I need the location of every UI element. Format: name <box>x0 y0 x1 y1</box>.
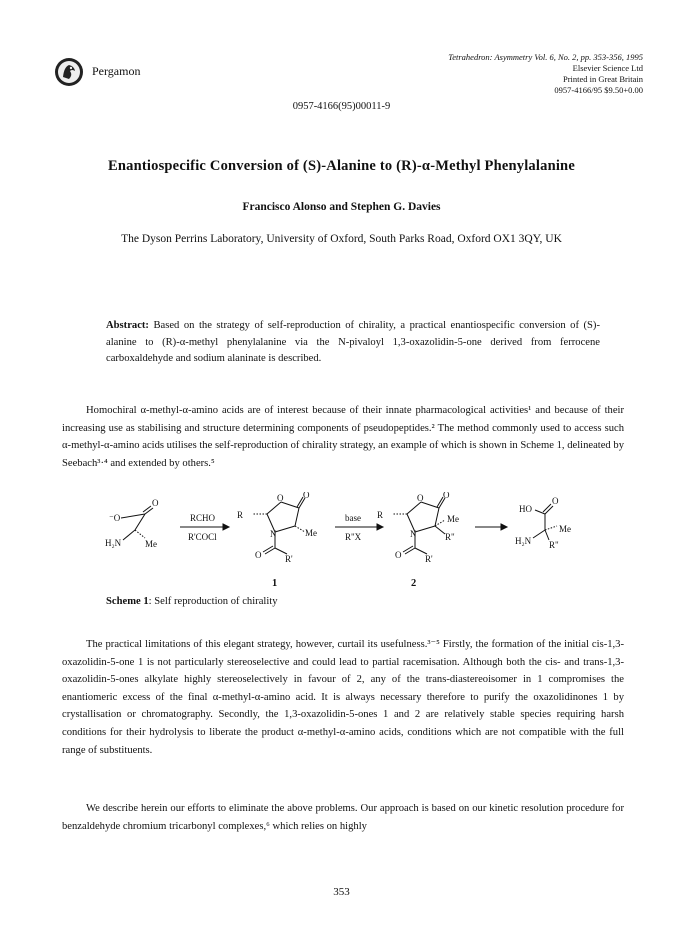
label-o-minus: ⁻O <box>109 513 121 523</box>
label-ring-o: O <box>417 493 424 503</box>
label-n: N <box>410 529 417 539</box>
label-r-prime: R' <box>425 554 433 564</box>
reagent-base: base <box>345 513 361 523</box>
journal-line: Tetrahedron: Asymmetry Vol. 6, No. 2, pp. 353-356, 1995 <box>448 52 643 62</box>
label-me: Me <box>447 514 459 524</box>
label-r: R <box>237 510 244 520</box>
label-me: Me <box>145 539 157 549</box>
price-line: 0957-4166/95 $9.50+0.00 <box>554 85 643 95</box>
label-h2n: H₂N <box>105 538 122 548</box>
article-title: Enantiospecific Conversion of (S)-Alanine to (R)-α-Methyl Phenylalanine <box>108 158 575 174</box>
label-ho: HO <box>519 504 532 514</box>
scheme-1-figure <box>105 492 605 607</box>
publisher-name: Pergamon <box>92 64 141 78</box>
abstract-label: Abstract: <box>106 320 149 331</box>
compound-2-label: 2 <box>411 578 417 589</box>
article-affiliation: The Dyson Perrins Laboratory, University of Oxford, South Parks Road, Oxford OX1 3QY, UK <box>121 233 562 245</box>
label-me: Me <box>305 528 317 538</box>
label-o: O <box>255 550 262 560</box>
label-o: O <box>395 550 402 560</box>
label-n: N <box>270 529 277 539</box>
label-r-dprime: R" <box>549 540 559 550</box>
journal-info <box>303 52 643 96</box>
page-number: 353 <box>333 886 350 898</box>
document-id: 0957-4166(95)00011-9 <box>292 101 391 112</box>
abstract-text: Based on the strategy of self-reproduction of chirality, a practical enantiospecific conversion of (S)-alanine to (R)-α-methyl phenylalanine via the N-pivaloyl 1,3-oxazolidin-5-one derived from ferrocene carboxaldehyde and sodium alaninate is described. <box>106 320 600 364</box>
reagent-rcho: RCHO <box>190 513 216 523</box>
caption-label: Scheme 1 <box>106 596 149 607</box>
paragraph-text: The practical limitations of this elegant strategy, however, curtail its usefulness.³⁻⁵ Firstly, the formation of the initial cis-1,3-oxazolidin-5-one 1 is not particularly stereoselective and could lead to partial racemisation. Although both the cis- and trans-1,3-oxazolidin-5-ones alkylate highly stereoselectively in favour of 2, any of the trans-diastereoisomer in 1 compromises the enantiomeric excess of the final α-methyl-α-amino acid. It is always necessary therefore to purify the oxazolidinones 1 by crystallisation or chromatography. Secondly, the 1,3-oxazolidin-5-ones 1 and 2 are relatively stable species requiring harsh conditions for their hydrolysis to liberate the product α-methyl-α-amino acids, conditions which are not compatible with the full range of substituents. <box>62 639 624 756</box>
caption-text: : Self reproduction of chirality <box>148 596 278 607</box>
paragraph-text: Homochiral α-methyl-α-amino acids are of interest because of their innate pharmacological activities¹ and because of their increasing use as stabilising and structure determining components of pseudopeptides.² The method commonly used to access such α-methyl-α-amino acids utilises the self-reproduction of chirality strategy, an example of which is shown in Scheme 1, delineated by Seebach³·⁴ and extended by others.⁵ <box>62 405 624 469</box>
pergamon-logo-icon <box>54 57 84 87</box>
label-r-prime: R' <box>285 554 293 564</box>
body-paragraph <box>62 636 624 759</box>
printed-line: Printed in Great Britain <box>562 74 643 84</box>
label-carbonyl-o: O <box>303 492 310 500</box>
label-ring-o: O <box>277 493 284 503</box>
body-paragraph <box>62 402 624 472</box>
publisher-line: Elsevier Science Ltd <box>572 63 643 73</box>
label-me: Me <box>559 524 571 534</box>
article-authors: Francisco Alonso and Stephen G. Davies <box>242 201 441 213</box>
scheme-caption <box>106 596 278 607</box>
body-paragraph <box>62 800 624 835</box>
reagent-rcocl: R'COCl <box>188 532 217 542</box>
reagent-rx: R"X <box>345 532 362 542</box>
compound-1-label: 1 <box>272 578 278 589</box>
label-carbonyl-o: O <box>443 492 450 500</box>
paragraph-text: We describe herein our efforts to eliminate the above problems. Our approach is based on our kinetic resolution procedure for benzaldehyde chromium tricarbonyl complexes,⁶ which relies on highly <box>62 803 624 832</box>
label-r: R <box>377 510 384 520</box>
label-r-dprime: R" <box>445 532 455 542</box>
label-h2n: H₂N <box>515 536 532 546</box>
abstract <box>106 318 600 368</box>
label-o: O <box>552 496 559 506</box>
label-o: O <box>152 498 159 508</box>
